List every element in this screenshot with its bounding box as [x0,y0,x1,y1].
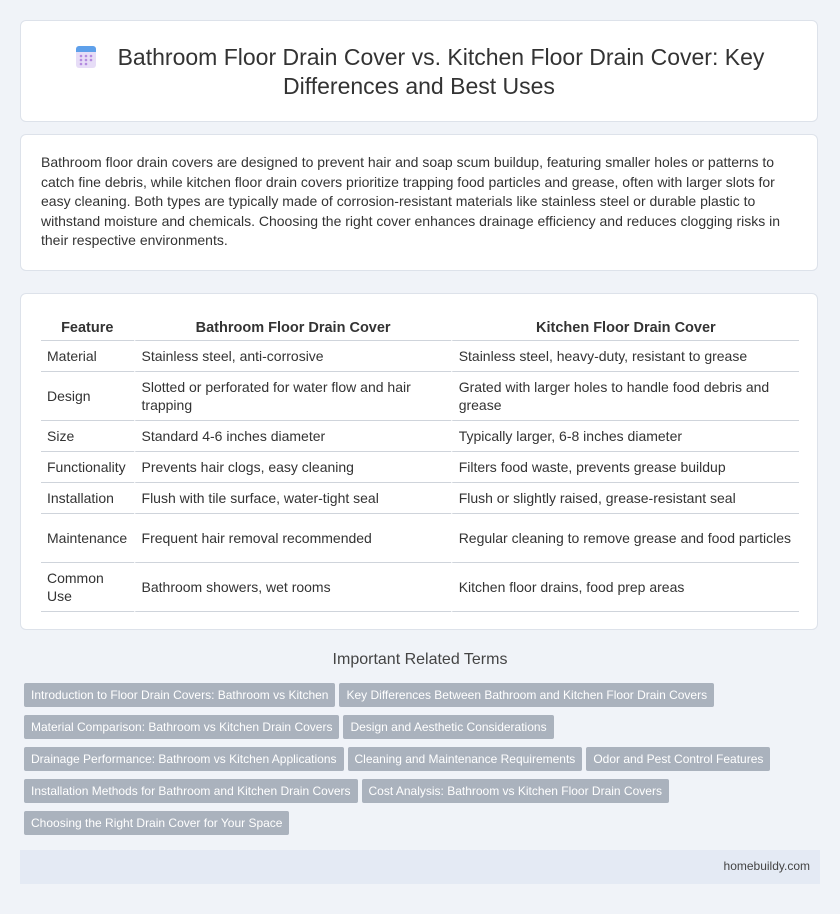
bathroom-cell: Bathroom showers, wet rooms [134,563,451,612]
kitchen-cell: Kitchen floor drains, food prep areas [451,563,799,612]
feature-cell: Material [41,341,134,372]
related-term-tag[interactable]: Odor and Pest Control Features [586,747,770,771]
table-row [41,514,799,563]
feature-cell: Size [41,421,134,452]
related-term-tag[interactable]: Cleaning and Maintenance Requirements [348,747,583,771]
document-icon [74,45,98,69]
table-row [41,483,799,514]
intro-card [20,134,818,271]
bathroom-cell: Prevents hair clogs, easy cleaning [134,452,451,483]
table-row [41,563,799,612]
table-row [41,452,799,483]
related-term-tag[interactable]: Introduction to Floor Drain Covers: Bathroom vs Kitchen [24,683,335,707]
footer-site-link[interactable]: homebuildy.com [723,859,810,873]
related-term-tag[interactable]: Material Comparison: Bathroom vs Kitchen Drain Covers [24,715,339,739]
bathroom-cell: Flush with tile surface, water-tight seal [134,483,451,514]
feature-cell: Functionality [41,452,134,483]
title-line-2: Differences and Best Uses [283,73,555,99]
header-kitchen: Kitchen Floor Drain Cover [451,312,799,341]
related-term-tag[interactable]: Key Differences Between Bathroom and Kitchen Floor Drain Covers [339,683,714,707]
feature-cell: Maintenance [41,514,134,563]
bathroom-cell: Frequent hair removal recommended [134,514,451,563]
feature-cell: Installation [41,483,134,514]
related-term-tag[interactable]: Drainage Performance: Bathroom vs Kitchen Applications [24,747,344,771]
comparison-card [20,293,818,630]
bathroom-cell: Stainless steel, anti-corrosive [134,341,451,372]
table-row [41,372,799,421]
header-bathroom: Bathroom Floor Drain Cover [134,312,451,341]
header-card [20,20,818,122]
related-term-tag[interactable]: Design and Aesthetic Considerations [343,715,553,739]
related-terms-list [24,683,814,843]
bathroom-cell: Standard 4-6 inches diameter [134,421,451,452]
related-term-tag[interactable]: Cost Analysis: Bathroom vs Kitchen Floor Drain Covers [362,779,669,803]
kitchen-cell: Regular cleaning to remove grease and food particles [451,514,799,563]
table-header-row [41,312,799,341]
comparison-table [41,312,799,612]
kitchen-cell: Flush or slightly raised, grease-resistant seal [451,483,799,514]
kitchen-cell: Stainless steel, heavy-duty, resistant to grease [451,341,799,372]
footer [20,850,820,884]
header-feature: Feature [41,312,134,341]
feature-cell: Design [41,372,134,421]
bathroom-cell: Slotted or perforated for water flow and hair trapping [134,372,451,421]
related-term-tag[interactable]: Choosing the Right Drain Cover for Your Space [24,811,289,835]
table-row [41,421,799,452]
page-title [21,43,817,101]
related-terms-heading: Important Related Terms [332,651,508,668]
kitchen-cell: Typically larger, 6-8 inches diameter [451,421,799,452]
related-term-tag[interactable]: Installation Methods for Bathroom and Kitchen Drain Covers [24,779,358,803]
intro-paragraph: Bathroom floor drain covers are designed to prevent hair and soap scum buildup, featuring smaller holes or patterns to catch fine debris, while kitchen floor drain covers prioritize trapping food particles and grease, often with larger slots for easy cleaning. Both types are typically made of corrosion-resistant materials like stainless steel or durable plastic to withstand moisture and chemicals. Choosing the right cover enhances drainage efficiency and reduces clogging risks in their respective environments. [41,154,781,249]
kitchen-cell: Filters food waste, prevents grease buildup [451,452,799,483]
table-row [41,341,799,372]
kitchen-cell: Grated with larger holes to handle food debris and grease [451,372,799,421]
title-line-1: Bathroom Floor Drain Cover vs. Kitchen Floor Drain Cover: Key [117,44,765,70]
feature-cell: Common Use [41,563,134,612]
